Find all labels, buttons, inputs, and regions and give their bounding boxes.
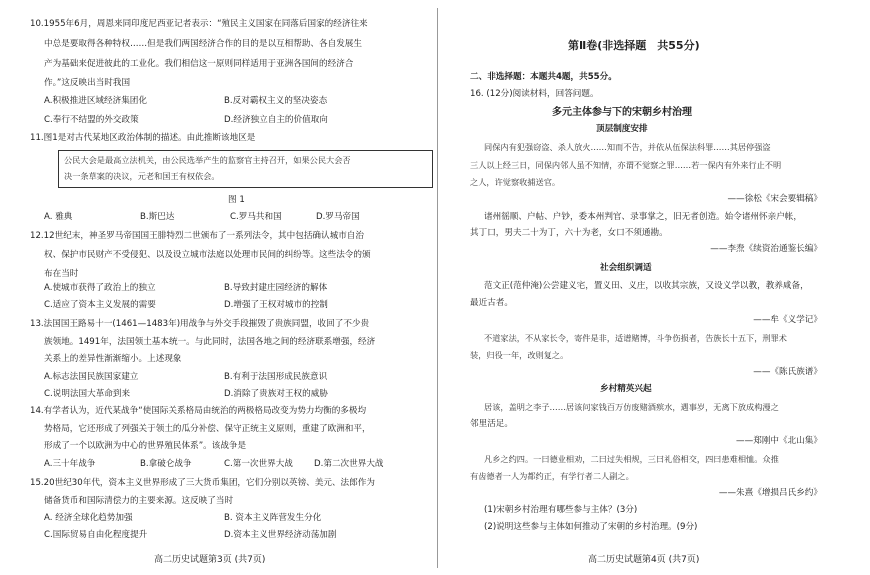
q13-option-c[interactable]: C.说明法国大革命到来 — [44, 389, 131, 399]
section-title: 第Ⅱ卷(非选择题 共55分) — [568, 39, 700, 52]
figure-1-text: 公民大会是最高立法机关，由公民选举产生的监察官主持召开，如果公民大会否 — [64, 155, 351, 165]
q10-option-b[interactable]: B.反对霸权主义的坚决姿态 — [224, 96, 328, 106]
q12-line: 12.12世纪末，神圣罗马帝国国王腓特烈二世颁布了一系列法令，其中包括确认城市自治 — [30, 231, 364, 241]
q13-option-b[interactable]: B.有利于法国形成民族意识 — [224, 372, 328, 382]
q16-intro: 16. (12分)阅读材料，回答问题。 — [470, 89, 599, 99]
section-subtitle: 二、非选择题：本题共4题，共55分。 — [470, 72, 617, 82]
q12-option-c[interactable]: C.适应了资本主义发展的需要 — [44, 300, 156, 310]
q10-line: 10.1955年6月，周恩来同印度尼西亚记者表示：“殖民主义国家在同落后国家的经济往来 — [30, 19, 368, 29]
question-part-2: (2)说明这些参与主体如何推动了宋朝的乡村治理。(9分) — [484, 522, 698, 532]
q15-option-a[interactable]: A. 经济全球化趋势加强 — [44, 513, 133, 523]
q12-option-a[interactable]: A.使城市获得了政治上的独立 — [44, 283, 156, 293]
q14-line: 形成了一个以欧洲为中心的世界殖民体系”。该战争是 — [44, 441, 247, 451]
q12-line: 布在当时 — [44, 269, 79, 279]
q14-line: 势格局，它还形成了列强关于领土的瓜分补偿、保守正统主义原则，重建了欧洲和平， — [44, 424, 371, 434]
material-line: 最近古者。 — [470, 298, 513, 308]
source-citation: ——徐松《宋会要辑稿》 — [727, 194, 822, 204]
q13-line: 13.法国国王路易十一(1461—1483年)用战争与外交手段摧毁了贵族同盟，收回了不少贵 — [30, 319, 370, 329]
q13-line: 族领地。1491年，法国领土基本统一。与此同时，法国各地之间的经济联系增强，经济 — [44, 337, 376, 347]
question-part-1: (1)宋朝乡村治理有哪些参与主体？(3分) — [484, 505, 638, 515]
material-line: 有齿德者一人为都约正，有学行者二人副之。 — [470, 471, 634, 481]
q14-line: 14.有学者认为，近代某战争“使国际关系格局由统治的两极格局改变为势力均衡的多极均 — [30, 406, 367, 416]
subheading-1: 顶层制度安排 — [596, 124, 648, 134]
material-line: 三人以上经三日，同保内邻人虽不知情，亦谓不觉察之罪……若一保内有外来行止不明 — [470, 160, 782, 170]
figure-1-caption: 图 1 — [228, 195, 245, 205]
page-footer-3: 高二历史试题第3页 (共7页) — [154, 555, 266, 565]
q14-option-b[interactable]: B.拿破仑战争 — [140, 459, 192, 469]
material-line: 之人，许觉察收捕送官。 — [470, 177, 561, 187]
source-citation: ——《陈氏族谱》 — [753, 367, 822, 377]
material-line: 同保内有犯强窃盗、杀人放火……知而不告，并依从伍保法科罪……其居停强盗 — [484, 142, 771, 152]
page-footer-4: 高二历史试题第4页 (共7页) — [588, 555, 700, 565]
q11-option-c[interactable]: C.罗马共和国 — [230, 212, 282, 222]
q15-line: 15.20世纪30年代，资本主义世界形成了三大货币集团，它们分别以英镑、美元、法郎作为 — [30, 478, 375, 488]
figure-1-text: 决一条草案的决议，元老和国王有权依会。 — [64, 171, 220, 181]
q15-line: 储备货币和国际清偿力的主要来源。这反映了当时 — [44, 496, 234, 506]
material-line: 居该，盖明之李子……居该问家钱百万仿废赌酒殡水，遇事岁，无离下放成构漫之 — [484, 402, 779, 412]
subheading-2: 社会组织调适 — [600, 263, 652, 273]
q15-option-b[interactable]: B. 资本主义阵营发生分化 — [224, 513, 322, 523]
left-page — [30, 0, 435, 575]
q11-option-d[interactable]: D.罗马帝国 — [316, 212, 360, 222]
material-line: 诸州徭顺、户帖、户钞，委本州判官、录事掌之，旧无者创造。始令诸州怀亲户帐， — [484, 212, 802, 222]
material-line: 邻里活足。 — [470, 419, 513, 429]
q11-stem: 11.图1是对古代某地区政治体制的描述。由此推断该地区是 — [30, 133, 256, 143]
q12-option-b[interactable]: B.导致封建庄园经济的解体 — [224, 283, 328, 293]
q11-option-a[interactable]: A. 雅典 — [44, 212, 73, 222]
q12-option-d[interactable]: D.增强了王权对城市的控制 — [224, 300, 328, 310]
q13-option-a[interactable]: A.标志法国民族国家建立 — [44, 372, 139, 382]
material-line: 装，归役一年，改则复之。 — [470, 350, 569, 360]
q13-option-d[interactable]: D.消除了贵族对王权的威胁 — [224, 389, 328, 399]
right-page — [470, 0, 830, 575]
q13-line: 关系上的差异性渐渐缩小。上述现象 — [44, 354, 182, 364]
material-line: 凡乡之约四。一曰德业相劝，二曰过失相规，三曰礼俗相交，四曰患难相恤。众推 — [484, 454, 779, 464]
q10-option-c[interactable]: C.奉行不结盟的外交政策 — [44, 115, 139, 125]
source-citation: ——郑刚中《北山集》 — [736, 436, 822, 446]
q15-option-c[interactable]: C.国际贸易自由化程度提升 — [44, 530, 148, 540]
q10-line: 作。”这反映出当时我国 — [44, 78, 131, 88]
q11-option-b[interactable]: B.斯巴达 — [140, 212, 175, 222]
q10-line: 中总是要取得各种特权……但是我们两国经济合作的目的是以互相帮助、各自发展生 — [44, 39, 362, 49]
q14-option-a[interactable]: A.三十年战争 — [44, 459, 96, 469]
q10-option-d[interactable]: D.经济独立自主的价值取向 — [224, 115, 328, 125]
source-citation: ——牟《义学记》 — [753, 315, 822, 325]
q14-option-c[interactable]: C.第一次世界大战 — [224, 459, 293, 469]
material-line: 不道家法，不从家长令，寄件是非，适谱赌博，斗争伤损者，告族长十五下，刑罪术 — [484, 333, 787, 343]
source-citation: ——朱熹《增损吕氏乡约》 — [718, 488, 822, 498]
source-citation: ——李焘《续资治通鉴长编》 — [710, 244, 822, 254]
subheading-3: 乡村精英兴起 — [600, 384, 652, 394]
q15-option-d[interactable]: D.资本主义世界经济动荡加剧 — [224, 530, 337, 540]
material-line: 其丁口，男夫二十为丁，六十为老，女口不须通勘。 — [470, 228, 668, 238]
q10-option-a[interactable]: A.积极推进区域经济集团化 — [44, 96, 147, 106]
material-line: 范文正(范仲淹)公尝建义宅，置义田、义庄，以收其宗族，又设义学以教，教养咸备， — [484, 281, 809, 291]
q14-option-d[interactable]: D.第二次世界大战 — [314, 459, 384, 469]
material-title: 多元主体参与下的宋朝乡村治理 — [552, 107, 692, 118]
q10-line: 产为基础来促进彼此的工业化。我们相信这一原则同样适用于亚洲各国间的经济合 — [44, 59, 354, 69]
q12-line: 权、保护市民财产不受侵犯、以及设立城市法庭以处理市民间的纠纷等。这些法令的颁 — [44, 250, 371, 260]
page-divider — [437, 8, 438, 568]
